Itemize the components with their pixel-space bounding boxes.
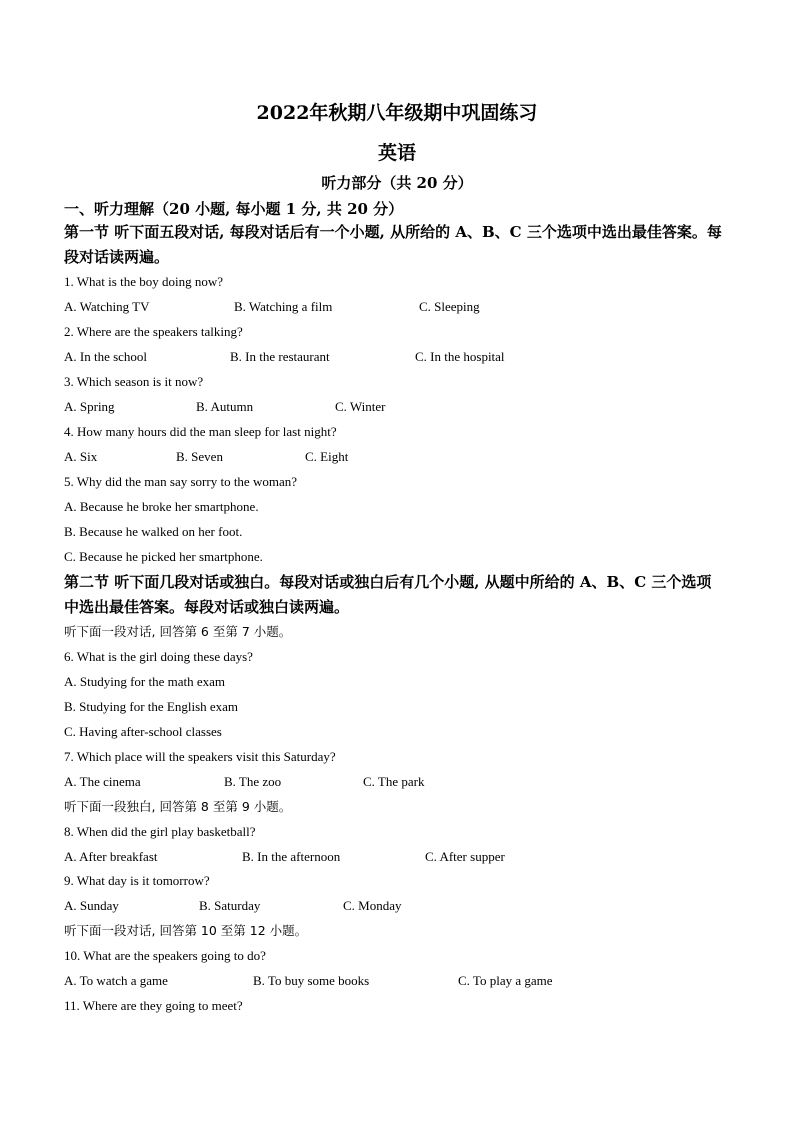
instruction-8-9: 听下面一段独白, 回答第 8 至第 9 小题。 [64,799,292,814]
section2-intro: 第二节 听下面几段对话或独白。每段对话或独白后有几个小题, 从题中所给的 A、B、C 三个选项中选出最佳答案。每段对话或独白读两遍。 [64,573,712,616]
section-heading: 一、听力理解（20 小题, 每小题 1 分, 共 20 分） [64,200,404,218]
question-5-option-b: B. Because he walked on her foot. [64,524,243,539]
option-c: C. Sleeping [419,299,480,314]
option-c: C. The park [363,774,425,789]
option-a: A. Sunday [64,898,119,913]
option-a: A. The cinema [64,774,141,789]
option-a: A. To watch a game [64,973,168,988]
option-b: B. In the afternoon [242,849,341,864]
exam-title: 2022年秋期八年级期中巩固练习 [256,102,538,124]
question-4-stem: 4. How many hours did the man sleep for last night? [64,424,337,439]
option-b: B. Watching a film [234,299,333,314]
option-b: B. The zoo [224,774,282,789]
option-c: C. In the hospital [415,349,505,364]
option-b: B. Saturday [199,898,261,913]
option-b: B. Seven [176,449,223,464]
section1-intro: 第一节 听下面五段对话, 每段对话后有一个小题, 从所给的 A、B、C 三个选项中选出最佳答案。每段对话读两遍。 [64,223,722,266]
option-c: C. Winter [335,399,386,414]
question-3-stem: 3. Which season is it now? [64,374,204,389]
option-b: B. Autumn [196,399,254,414]
part-title: 听力部分（共 20 分） [321,174,473,192]
question-5-option-a: A. Because he broke her smartphone. [64,499,259,514]
question-8-stem: 8. When did the girl play basketball? [64,824,256,839]
option-a: A. Spring [64,399,115,414]
option-a: A. Watching TV [64,299,150,314]
option-a: A. After breakfast [64,849,158,864]
question-2-stem: 2. Where are the speakers talking? [64,324,243,339]
option-c: C. To play a game [458,973,553,988]
question-1-stem: 1. What is the boy doing now? [64,274,223,289]
question-9-stem: 9. What day is it tomorrow? [64,873,210,888]
option-c: C. After supper [425,849,505,864]
question-5-option-c: C. Because he picked her smartphone. [64,549,263,564]
option-b: B. To buy some books [253,973,370,988]
instruction-6-7: 听下面一段对话, 回答第 6 至第 7 小题。 [64,624,292,639]
question-6-stem: 6. What is the girl doing these days? [64,649,253,664]
question-10-stem: 10. What are the speakers going to do? [64,948,266,963]
option-a: A. Six [64,449,98,464]
question-11-stem: 11. Where are they going to meet? [64,998,243,1013]
option-a: A. In the school [64,349,148,364]
question-5-stem: 5. Why did the man say sorry to the woman? [64,474,297,489]
subject-title: 英语 [377,142,416,164]
option-c: C. Monday [343,898,402,913]
question-7-stem: 7. Which place will the speakers visit this Saturday? [64,749,336,764]
instruction-10-12: 听下面一段对话, 回答第 10 至第 12 小题。 [64,923,308,938]
question-6-option-a: A. Studying for the math exam [64,674,226,689]
question-6-option-b: B. Studying for the English exam [64,699,239,714]
option-c: C. Eight [305,449,349,464]
option-b: B. In the restaurant [230,349,330,364]
question-6-option-c: C. Having after-school classes [64,724,222,739]
